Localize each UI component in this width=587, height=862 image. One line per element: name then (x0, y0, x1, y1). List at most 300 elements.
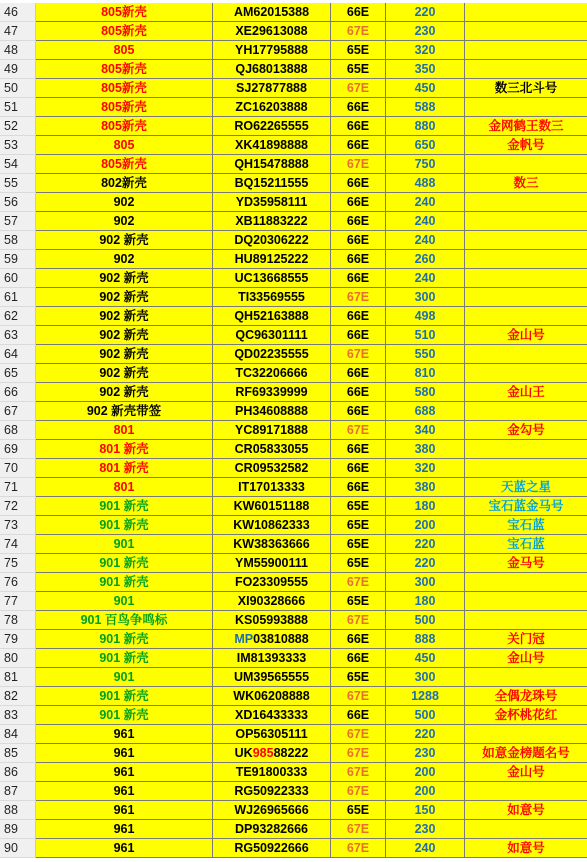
model-cell-text: 901 新壳 (99, 556, 149, 570)
row-header[interactable]: 65 (0, 364, 36, 383)
model-cell[interactable] (36, 3, 213, 22)
price-cell[interactable] (386, 725, 465, 744)
serial-cell[interactable] (213, 307, 331, 326)
note-cell[interactable] (465, 478, 587, 497)
row-header[interactable]: 79 (0, 630, 36, 649)
row-header[interactable]: 52 (0, 117, 36, 136)
row-header[interactable]: 58 (0, 231, 36, 250)
grade-cell[interactable] (331, 630, 386, 649)
row-header[interactable]: 72 (0, 497, 36, 516)
grade-cell[interactable] (331, 554, 386, 573)
table-row (0, 421, 587, 440)
grade-cell[interactable] (331, 193, 386, 212)
row-header[interactable]: 63 (0, 326, 36, 345)
price-cell[interactable] (386, 136, 465, 155)
table-row (0, 611, 587, 630)
model-cell[interactable] (36, 155, 213, 174)
grade-cell[interactable] (331, 516, 386, 535)
grade-cell[interactable] (331, 383, 386, 402)
model-cell[interactable] (36, 41, 213, 60)
price-cell[interactable] (386, 573, 465, 592)
serial-cell[interactable] (213, 22, 331, 41)
grade-cell[interactable] (331, 725, 386, 744)
price-cell[interactable] (386, 630, 465, 649)
row-header[interactable]: 83 (0, 706, 36, 725)
serial-cell[interactable] (213, 440, 331, 459)
note-cell[interactable] (465, 668, 587, 687)
price-cell[interactable] (386, 421, 465, 440)
model-cell[interactable] (36, 231, 213, 250)
grade-cell[interactable] (331, 364, 386, 383)
price-cell[interactable] (386, 326, 465, 345)
serial-text: XI90328666 (237, 594, 306, 608)
model-cell[interactable] (36, 611, 213, 630)
grade-cell[interactable] (331, 820, 386, 839)
model-cell[interactable] (36, 288, 213, 307)
note-cell[interactable] (465, 250, 587, 269)
price-cell[interactable] (386, 516, 465, 535)
serial-text: KW10862333 (233, 518, 310, 532)
model-cell[interactable] (36, 22, 213, 41)
model-cell-text: 961 (113, 841, 135, 855)
note-cell[interactable] (465, 22, 587, 41)
grade-cell[interactable] (331, 611, 386, 630)
grade-cell[interactable] (331, 136, 386, 155)
row-header[interactable]: 51 (0, 98, 36, 117)
grade-cell[interactable] (331, 3, 386, 22)
model-cell[interactable] (36, 668, 213, 687)
serial-cell[interactable] (213, 136, 331, 155)
row-header[interactable]: 86 (0, 763, 36, 782)
price-cell[interactable] (386, 383, 465, 402)
table-row (0, 592, 587, 611)
note-cell[interactable] (465, 383, 587, 402)
row-header[interactable]: 68 (0, 421, 36, 440)
grade-cell[interactable] (331, 706, 386, 725)
model-cell[interactable] (36, 60, 213, 79)
price-cell[interactable] (386, 478, 465, 497)
model-cell[interactable] (36, 212, 213, 231)
model-cell[interactable] (36, 98, 213, 117)
serial-cell[interactable] (213, 611, 331, 630)
table-row (0, 231, 587, 250)
model-cell[interactable] (36, 345, 213, 364)
model-cell[interactable] (36, 820, 213, 839)
model-cell[interactable] (36, 402, 213, 421)
price-cell[interactable] (386, 668, 465, 687)
model-cell[interactable] (36, 383, 213, 402)
model-cell[interactable] (36, 649, 213, 668)
note-cell[interactable] (465, 345, 587, 364)
row-header[interactable]: 87 (0, 782, 36, 801)
model-cell[interactable] (36, 744, 213, 763)
price-cell[interactable] (386, 60, 465, 79)
price-cell[interactable] (386, 497, 465, 516)
table-row (0, 801, 587, 820)
serial-cell[interactable] (213, 630, 331, 649)
model-cell[interactable] (36, 326, 213, 345)
grade-cell[interactable] (331, 839, 386, 858)
model-cell[interactable] (36, 250, 213, 269)
note-cell[interactable] (465, 820, 587, 839)
grade-cell[interactable] (331, 60, 386, 79)
row-header[interactable]: 46 (0, 3, 36, 22)
note-cell[interactable] (465, 592, 587, 611)
serial-cell[interactable] (213, 839, 331, 858)
serial-cell[interactable] (213, 383, 331, 402)
price-cell[interactable] (386, 459, 465, 478)
row-header[interactable]: 49 (0, 60, 36, 79)
serial-cell[interactable] (213, 706, 331, 725)
grade-cell[interactable] (331, 288, 386, 307)
price-cell[interactable] (386, 706, 465, 725)
serial-cell[interactable] (213, 459, 331, 478)
note-cell[interactable] (465, 288, 587, 307)
price-cell[interactable] (386, 649, 465, 668)
row-header[interactable]: 53 (0, 136, 36, 155)
note-cell[interactable] (465, 402, 587, 421)
grade-cell[interactable] (331, 345, 386, 364)
note-cell[interactable] (465, 60, 587, 79)
model-cell[interactable] (36, 535, 213, 554)
serial-cell[interactable] (213, 725, 331, 744)
serial-cell[interactable] (213, 687, 331, 706)
note-cell[interactable] (465, 497, 587, 516)
model-cell[interactable] (36, 497, 213, 516)
serial-cell[interactable] (213, 801, 331, 820)
model-cell[interactable] (36, 269, 213, 288)
model-cell[interactable] (36, 516, 213, 535)
serial-cell[interactable] (213, 402, 331, 421)
price-cell-text: 230 (414, 746, 436, 760)
serial-cell[interactable] (213, 155, 331, 174)
price-cell[interactable] (386, 782, 465, 801)
serial-cell[interactable] (213, 497, 331, 516)
model-cell[interactable] (36, 839, 213, 858)
price-cell-text: 750 (414, 157, 436, 171)
serial-cell[interactable] (213, 326, 331, 345)
model-cell[interactable] (36, 136, 213, 155)
model-cell[interactable] (36, 79, 213, 98)
note-cell[interactable] (465, 516, 587, 535)
price-cell[interactable] (386, 3, 465, 22)
note-cell[interactable] (465, 174, 587, 193)
serial-cell[interactable] (213, 269, 331, 288)
price-cell[interactable] (386, 345, 465, 364)
serial-cell[interactable] (213, 744, 331, 763)
price-cell[interactable] (386, 307, 465, 326)
serial-cell[interactable] (213, 212, 331, 231)
model-cell[interactable] (36, 174, 213, 193)
row-header[interactable]: 64 (0, 345, 36, 364)
price-cell[interactable] (386, 592, 465, 611)
model-cell[interactable] (36, 573, 213, 592)
serial-cell[interactable] (213, 649, 331, 668)
serial-cell[interactable] (213, 288, 331, 307)
price-cell[interactable] (386, 22, 465, 41)
row-header[interactable]: 55 (0, 174, 36, 193)
grade-cell[interactable] (331, 269, 386, 288)
price-cell[interactable] (386, 839, 465, 858)
row-header[interactable]: 59 (0, 250, 36, 269)
row-header[interactable]: 80 (0, 649, 36, 668)
model-cell[interactable] (36, 193, 213, 212)
model-cell[interactable] (36, 763, 213, 782)
grade-cell[interactable] (331, 79, 386, 98)
price-cell-text: 240 (414, 214, 436, 228)
price-cell[interactable] (386, 554, 465, 573)
note-cell[interactable] (465, 41, 587, 60)
price-cell-text: 588 (414, 100, 436, 114)
grade-cell[interactable] (331, 174, 386, 193)
model-cell-text: 961 (113, 727, 135, 741)
model-cell[interactable] (36, 592, 213, 611)
note-cell[interactable] (465, 649, 587, 668)
price-cell[interactable] (386, 288, 465, 307)
row-header[interactable]: 82 (0, 687, 36, 706)
note-cell[interactable] (465, 573, 587, 592)
grade-cell[interactable] (331, 592, 386, 611)
row-header[interactable]: 48 (0, 41, 36, 60)
grade-cell[interactable] (331, 497, 386, 516)
serial-cell[interactable] (213, 516, 331, 535)
serial-cell[interactable] (213, 41, 331, 60)
note-cell[interactable] (465, 98, 587, 117)
note-cell[interactable] (465, 193, 587, 212)
model-cell[interactable] (36, 478, 213, 497)
price-cell[interactable] (386, 250, 465, 269)
note-cell[interactable] (465, 763, 587, 782)
note-cell[interactable] (465, 630, 587, 649)
price-cell-text: 688 (414, 404, 436, 418)
row-header[interactable]: 75 (0, 554, 36, 573)
grade-cell[interactable] (331, 668, 386, 687)
row-header[interactable]: 50 (0, 79, 36, 98)
serial-text: YD35958111 (235, 195, 308, 209)
note-cell[interactable] (465, 212, 587, 231)
row-header[interactable]: 67 (0, 402, 36, 421)
row-header[interactable]: 71 (0, 478, 36, 497)
table-row (0, 250, 587, 269)
note-cell[interactable] (465, 136, 587, 155)
price-cell[interactable] (386, 364, 465, 383)
row-header[interactable]: 90 (0, 839, 36, 858)
serial-cell[interactable] (213, 573, 331, 592)
grade-cell[interactable] (331, 307, 386, 326)
price-cell[interactable] (386, 801, 465, 820)
note-cell[interactable] (465, 155, 587, 174)
row-header[interactable]: 61 (0, 288, 36, 307)
note-cell[interactable] (465, 3, 587, 22)
grade-cell[interactable] (331, 782, 386, 801)
note-cell[interactable] (465, 782, 587, 801)
row-header[interactable]: 47 (0, 22, 36, 41)
price-cell[interactable] (386, 763, 465, 782)
grade-cell[interactable] (331, 478, 386, 497)
price-cell[interactable] (386, 212, 465, 231)
price-cell[interactable] (386, 820, 465, 839)
model-cell[interactable] (36, 421, 213, 440)
serial-cell[interactable] (213, 79, 331, 98)
price-cell[interactable] (386, 231, 465, 250)
grade-cell-text: 65E (346, 556, 370, 570)
model-cell[interactable] (36, 440, 213, 459)
grade-cell[interactable] (331, 402, 386, 421)
note-cell[interactable] (465, 440, 587, 459)
row-header[interactable]: 62 (0, 307, 36, 326)
note-cell[interactable] (465, 706, 587, 725)
serial-cell[interactable] (213, 668, 331, 687)
note-cell[interactable] (465, 307, 587, 326)
serial-cell[interactable] (213, 117, 331, 136)
serial-cell[interactable] (213, 174, 331, 193)
model-cell[interactable] (36, 554, 213, 573)
note-cell[interactable] (465, 535, 587, 554)
row-header[interactable]: 60 (0, 269, 36, 288)
row-header[interactable]: 54 (0, 155, 36, 174)
serial-cell[interactable] (213, 592, 331, 611)
price-cell[interactable] (386, 269, 465, 288)
note-cell[interactable] (465, 725, 587, 744)
row-header[interactable]: 76 (0, 573, 36, 592)
serial-cell[interactable] (213, 820, 331, 839)
model-cell[interactable] (36, 687, 213, 706)
serial-text: KW38363666 (233, 537, 310, 551)
grade-cell[interactable] (331, 421, 386, 440)
grade-cell[interactable] (331, 326, 386, 345)
serial-cell[interactable] (213, 478, 331, 497)
note-cell[interactable] (465, 459, 587, 478)
model-cell[interactable] (36, 117, 213, 136)
row-header[interactable]: 73 (0, 516, 36, 535)
note-cell[interactable] (465, 79, 587, 98)
grade-cell[interactable] (331, 41, 386, 60)
note-cell[interactable] (465, 611, 587, 630)
price-cell[interactable] (386, 98, 465, 117)
table-row (0, 535, 587, 554)
serial-text: WJ26965666 (234, 803, 309, 817)
row-header[interactable]: 88 (0, 801, 36, 820)
row-header[interactable]: 69 (0, 440, 36, 459)
serial-cell[interactable] (213, 364, 331, 383)
serial-cell[interactable] (213, 345, 331, 364)
price-cell-text: 240 (414, 271, 436, 285)
row-header[interactable]: 89 (0, 820, 36, 839)
model-cell[interactable] (36, 307, 213, 326)
serial-text: WK06208888 (233, 689, 310, 703)
model-cell[interactable] (36, 459, 213, 478)
price-cell[interactable] (386, 79, 465, 98)
note-cell[interactable] (465, 269, 587, 288)
model-cell-text: 901 新壳 (99, 575, 149, 589)
row-header[interactable]: 78 (0, 611, 36, 630)
grade-cell[interactable] (331, 231, 386, 250)
note-cell[interactable] (465, 421, 587, 440)
grade-cell[interactable] (331, 155, 386, 174)
row-header[interactable]: 84 (0, 725, 36, 744)
grade-cell[interactable] (331, 649, 386, 668)
price-cell[interactable] (386, 535, 465, 554)
serial-cell[interactable] (213, 193, 331, 212)
model-cell-text: 801 (113, 423, 135, 437)
price-cell[interactable] (386, 174, 465, 193)
serial-cell[interactable] (213, 231, 331, 250)
grade-cell[interactable] (331, 801, 386, 820)
grade-cell[interactable] (331, 250, 386, 269)
grade-cell[interactable] (331, 98, 386, 117)
row-header[interactable]: 81 (0, 668, 36, 687)
price-cell[interactable] (386, 41, 465, 60)
note-cell[interactable] (465, 554, 587, 573)
model-cell-text: 805新壳 (101, 5, 147, 19)
serial-cell[interactable] (213, 763, 331, 782)
grade-cell[interactable] (331, 459, 386, 478)
serial-cell[interactable] (213, 250, 331, 269)
model-cell-text: 901 新壳 (99, 499, 149, 513)
serial-cell[interactable] (213, 60, 331, 79)
price-cell[interactable] (386, 687, 465, 706)
serial-cell[interactable] (213, 3, 331, 22)
row-header[interactable]: 70 (0, 459, 36, 478)
note-cell[interactable] (465, 839, 587, 858)
serial-cell[interactable] (213, 421, 331, 440)
note-cell[interactable] (465, 231, 587, 250)
price-cell[interactable] (386, 744, 465, 763)
row-header[interactable]: 77 (0, 592, 36, 611)
note-cell[interactable] (465, 801, 587, 820)
serial-cell[interactable] (213, 535, 331, 554)
grade-cell[interactable] (331, 573, 386, 592)
serial-cell[interactable] (213, 782, 331, 801)
price-cell[interactable] (386, 440, 465, 459)
note-cell[interactable] (465, 364, 587, 383)
grade-cell-text: 65E (346, 670, 370, 684)
row-header[interactable]: 85 (0, 744, 36, 763)
table-row (0, 79, 587, 98)
model-cell[interactable] (36, 364, 213, 383)
note-cell[interactable] (465, 687, 587, 706)
grade-cell[interactable] (331, 117, 386, 136)
grade-cell[interactable] (331, 212, 386, 231)
grade-cell[interactable] (331, 687, 386, 706)
grade-cell[interactable] (331, 22, 386, 41)
grade-cell[interactable] (331, 535, 386, 554)
model-cell[interactable] (36, 725, 213, 744)
price-cell[interactable] (386, 611, 465, 630)
price-cell[interactable] (386, 193, 465, 212)
serial-cell[interactable] (213, 554, 331, 573)
note-cell[interactable] (465, 326, 587, 345)
price-cell[interactable] (386, 155, 465, 174)
note-cell[interactable] (465, 744, 587, 763)
price-cell[interactable] (386, 117, 465, 136)
grade-cell[interactable] (331, 763, 386, 782)
row-header[interactable]: 56 (0, 193, 36, 212)
model-cell[interactable] (36, 706, 213, 725)
serial-cell[interactable] (213, 98, 331, 117)
price-cell[interactable] (386, 402, 465, 421)
model-cell-text: 901 新壳 (99, 708, 149, 722)
model-cell[interactable] (36, 782, 213, 801)
row-header[interactable]: 66 (0, 383, 36, 402)
row-header[interactable]: 74 (0, 535, 36, 554)
grade-cell[interactable] (331, 744, 386, 763)
grade-cell[interactable] (331, 440, 386, 459)
note-cell[interactable] (465, 117, 587, 136)
row-header[interactable]: 57 (0, 212, 36, 231)
model-cell[interactable] (36, 801, 213, 820)
model-cell[interactable] (36, 630, 213, 649)
